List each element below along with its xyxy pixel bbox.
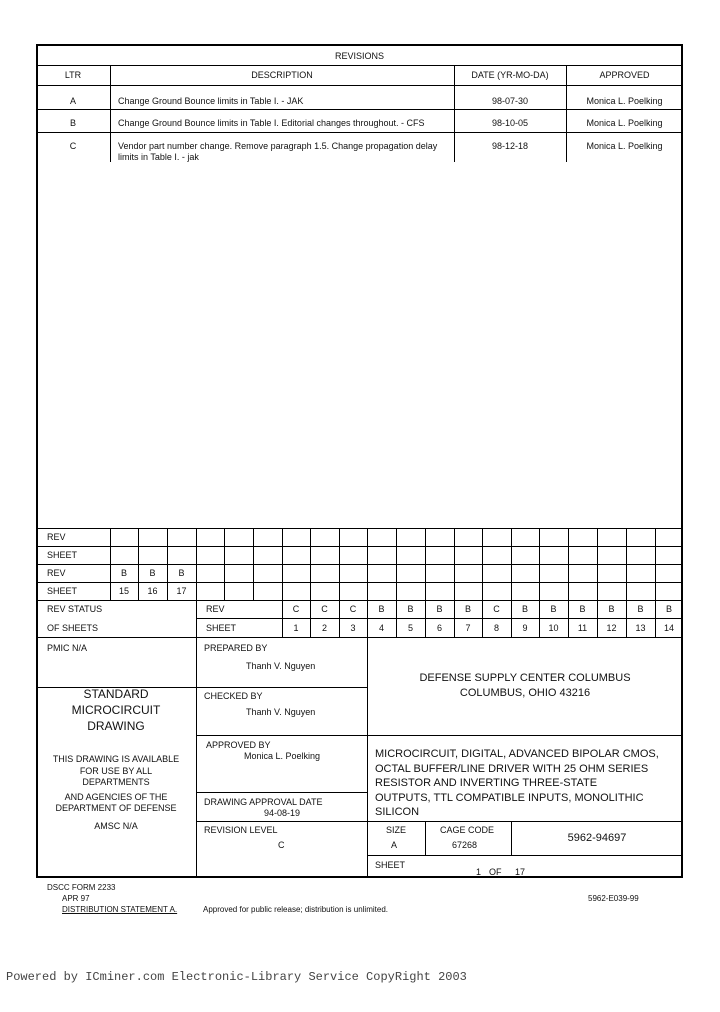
- status-rev-cell: B: [637, 604, 644, 614]
- cage-code-value: 67268: [452, 840, 478, 850]
- rev-status-sheet-label: SHEET: [206, 623, 237, 633]
- status-sheet-cell: 1: [293, 623, 299, 633]
- rev-status-label: REV STATUS: [47, 604, 103, 614]
- status-rev-cell: B: [608, 604, 615, 614]
- status-sheet-cell: 11: [577, 623, 588, 633]
- rev-row-approved: Monica L. Poelking: [586, 96, 663, 106]
- sheet-total: 17: [515, 867, 526, 877]
- rev-row-description: Change Ground Bounce limits in Table I. - JAK: [118, 96, 304, 106]
- sheet-label-title: SHEET: [375, 860, 406, 870]
- drawing-title-line-4: OUTPUTS, TTL COMPATIBLE INPUTS, MONOLITHIC: [375, 792, 644, 804]
- status-rev-cell: C: [321, 604, 328, 614]
- checked-by-label: CHECKED BY: [204, 691, 263, 701]
- status-sheet-cell: 12: [606, 623, 617, 633]
- header-date: DATE (YR-MO-DA): [471, 70, 549, 80]
- checked-by-value: Thanh V. Nguyen: [246, 707, 316, 717]
- standard-line-3: DRAWING: [87, 719, 145, 733]
- status-rev-cell: C: [349, 604, 357, 614]
- drawing-title-line-1: MICROCIRCUIT, DIGITAL, ADVANCED BIPOLAR CMOS,: [375, 748, 659, 760]
- rev-row-description: Change Ground Bounce limits in Table I. Editorial changes throughout. - CFS: [118, 118, 425, 128]
- approved-by-label: APPROVED BY: [206, 740, 271, 750]
- rev-row-approved: Monica L. Poelking: [586, 141, 663, 151]
- cage-code-label: CAGE CODE: [440, 825, 495, 835]
- dscc-line-1: DEFENSE SUPPLY CENTER COLUMBUS: [419, 672, 631, 684]
- status-sheet-cell: 13: [635, 623, 646, 633]
- rev-cell: B: [149, 568, 156, 578]
- sheet-cell: 17: [176, 586, 187, 596]
- sheet-label: SHEET: [47, 550, 78, 560]
- pmic-label: PMIC N/A: [47, 643, 88, 653]
- status-rev-cell: B: [579, 604, 586, 614]
- rev-row-ltr: A: [69, 96, 76, 106]
- revision-level-value: C: [278, 840, 285, 850]
- standard-line-1: STANDARD: [83, 687, 149, 701]
- form-number: DSCC FORM 2233: [47, 883, 116, 892]
- revisions-title: REVISIONS: [334, 51, 384, 61]
- rev-row-date: 98-12-18: [491, 141, 529, 151]
- status-rev-cell: C: [493, 604, 500, 614]
- status-sheet-cell: 7: [465, 623, 471, 633]
- of-sheets-label: OF SHEETS: [47, 623, 99, 633]
- availability-line-3: DEPARTMENTS: [82, 777, 150, 787]
- sheet-cell: 15: [118, 586, 129, 596]
- status-rev-cell: B: [550, 604, 557, 614]
- dscc-line-2: COLUMBUS, OHIO 43216: [459, 687, 591, 699]
- sheet-number: 1: [476, 867, 482, 877]
- availability-line-4: AND AGENCIES OF THE: [64, 792, 168, 802]
- rev-label: REV: [47, 568, 66, 578]
- header-approved: APPROVED: [599, 70, 650, 80]
- status-rev-cell: B: [665, 604, 672, 614]
- rev-row-ltr: B: [69, 118, 76, 128]
- status-sheet-cell: 4: [378, 623, 384, 633]
- rev-row-date: 98-10-05: [491, 118, 529, 128]
- drawing-number: 5962-94697: [567, 832, 627, 844]
- status-rev-cell: B: [436, 604, 443, 614]
- prepared-by-value: Thanh V. Nguyen: [246, 661, 316, 671]
- distribution-text: Approved for public release; distribution is unlimited.: [203, 905, 388, 914]
- status-rev-cell: B: [521, 604, 528, 614]
- rev-label: REV: [47, 532, 66, 542]
- rev-row-ltr: C: [69, 141, 77, 151]
- drawing-title-line-3: RESISTOR AND INVERTING THREE-STATE: [375, 777, 598, 789]
- availability-line-1: THIS DRAWING IS AVAILABLE: [52, 754, 180, 764]
- status-sheet-cell: 10: [548, 623, 559, 633]
- rev-row-description-cont: limits in Table I. - jak: [118, 152, 199, 162]
- drawing-title-line-2: OCTAL BUFFER/LINE DRIVER WITH 25 OHM SERIES: [375, 763, 649, 775]
- status-rev-cell: B: [407, 604, 414, 614]
- rev-row-date: 98-07-30: [491, 96, 529, 106]
- header-ltr: LTR: [64, 70, 82, 80]
- drawing-title-line-5: SILICON: [375, 806, 420, 818]
- size-label: SIZE: [386, 825, 407, 835]
- form-date: APR 97: [62, 894, 90, 903]
- size-value: A: [391, 840, 398, 850]
- availability-line-5: DEPARTMENT OF DEFENSE: [55, 803, 177, 813]
- status-rev-cell: C: [292, 604, 300, 614]
- approval-date-label: DRAWING APPROVAL DATE: [204, 797, 323, 807]
- standard-line-2: MICROCIRCUIT: [71, 703, 161, 717]
- rev-row-description: Vendor part number change. Remove paragraph 1.5. Change propagation delay: [118, 141, 438, 151]
- rev-row-approved: Monica L. Poelking: [586, 118, 663, 128]
- status-sheet-cell: 3: [350, 623, 356, 633]
- sheet-of: OF: [489, 867, 502, 877]
- rev-cell: B: [120, 568, 127, 578]
- rev-status-rev-label: REV: [206, 604, 225, 614]
- prepared-by-label: PREPARED BY: [204, 643, 268, 653]
- status-rev-cell: B: [378, 604, 385, 614]
- sheet-cell: 16: [147, 586, 158, 596]
- availability-line-2: FOR USE BY ALL: [79, 766, 153, 776]
- distribution-label: DISTRIBUTION STATEMENT A.: [62, 905, 178, 914]
- rev-cell: B: [178, 568, 185, 578]
- approved-by-value: Monica L. Poelking: [244, 751, 321, 761]
- status-sheet-cell: 9: [522, 623, 528, 633]
- status-sheet-cell: 6: [436, 623, 442, 633]
- amsc-label: AMSC N/A: [94, 821, 138, 831]
- status-rev-cell: B: [464, 604, 471, 614]
- status-sheet-cell: 14: [663, 623, 674, 633]
- status-sheet-cell: 8: [493, 623, 499, 633]
- header-description: DESCRIPTION: [251, 70, 313, 80]
- powered-by-watermark: Powered by ICminer.com Electronic-Library Service CopyRight 2003: [6, 970, 467, 984]
- revision-level-label: REVISION LEVEL: [204, 825, 278, 835]
- status-sheet-cell: 5: [407, 623, 413, 633]
- document-code: 5962-E039-99: [588, 894, 639, 903]
- sheet-label: SHEET: [47, 586, 78, 596]
- status-sheet-cell: 2: [321, 623, 327, 633]
- approval-date-value: 94-08-19: [264, 808, 301, 818]
